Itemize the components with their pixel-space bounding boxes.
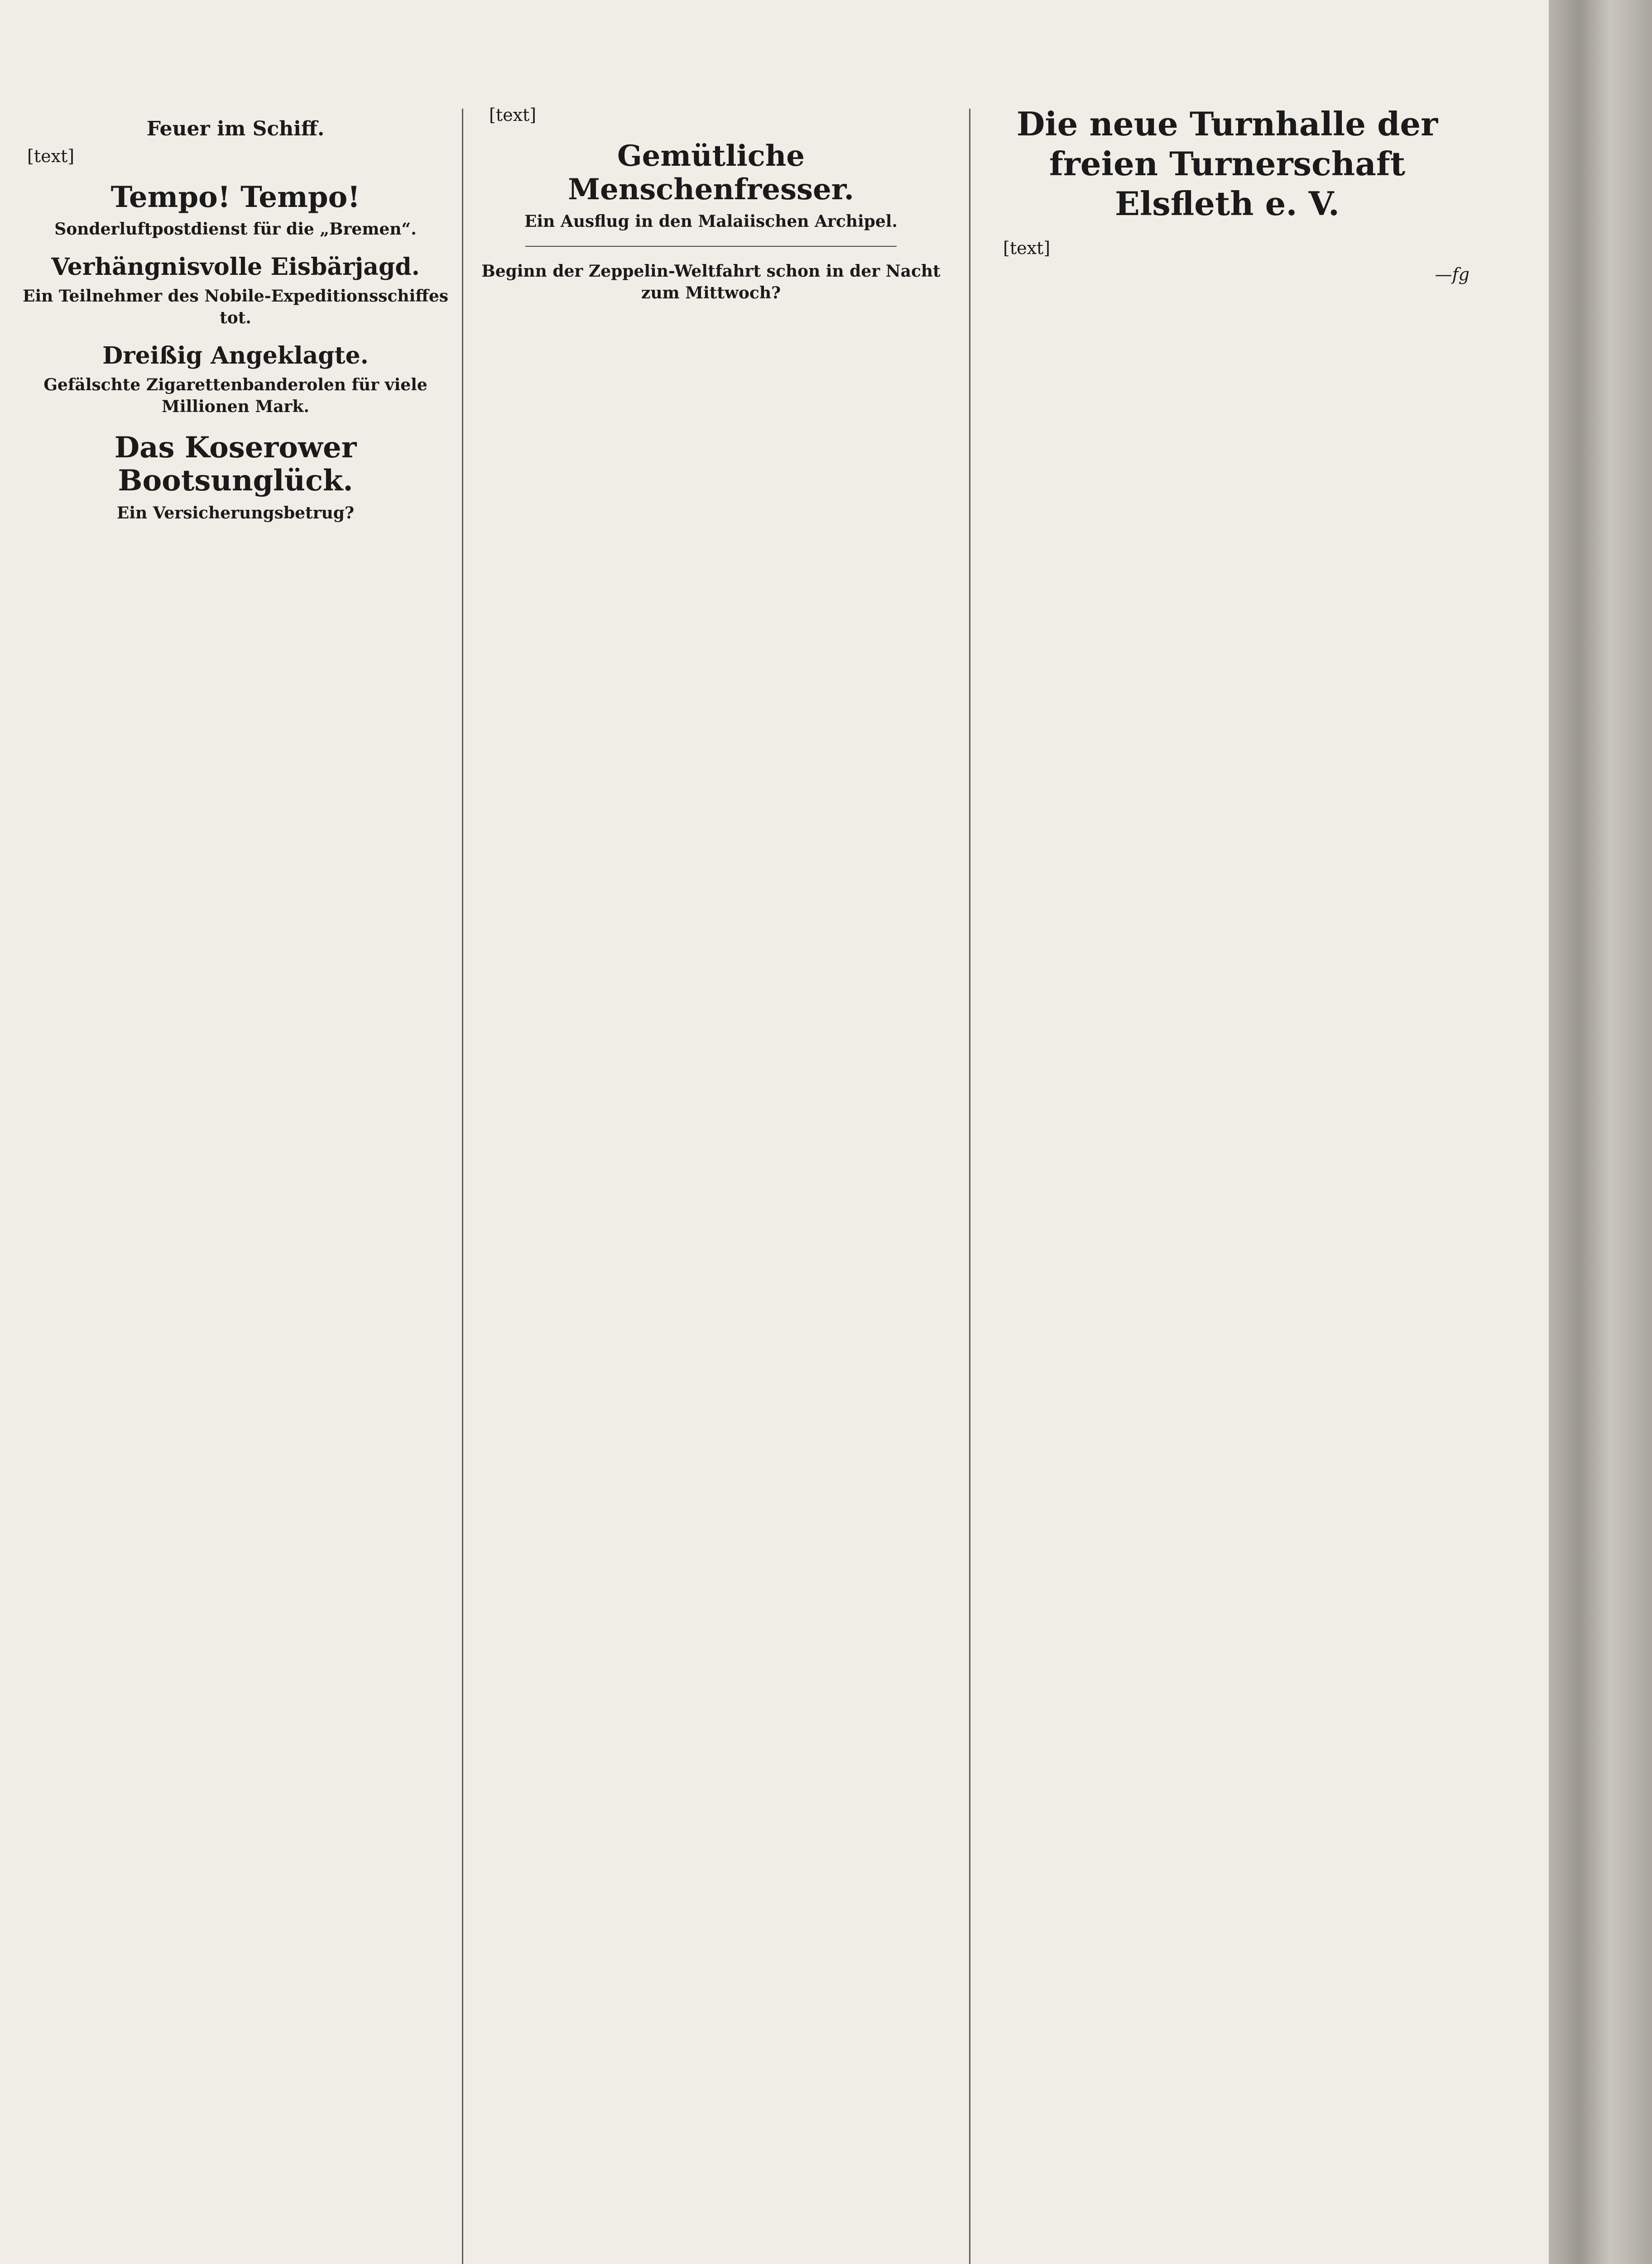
subheading-eisbaerjagd: Ein Teilnehmer des Nobile-Expeditionsschiffes tot. [23,286,448,327]
heading-koserower-bootsunglueck: Das Koserower Bootsunglück. [114,430,357,498]
column-right [985,104,1470,2264]
heading-eisbaerjagd: Verhängnisvolle Eisbärjagd. [51,253,420,281]
paragraph: [text] [27,146,75,166]
heading-gemuetliche-menschenfresser: Gemütliche Menschenfresser. [568,139,854,206]
subheading-gemuetliche: Ein Ausflug in den Malaiischen Archipel. [524,212,898,231]
article-title-turnhalle: Die neue Turnhalle der freien Turnerschaft Elsfleth e. V. [1016,105,1438,223]
heading-tempo: Tempo! Tempo! [110,180,360,214]
author-signature: —fg [1435,264,1470,284]
column-rule [969,109,970,2264]
subheading-tempo: Sonderluftpostdienst für die „Bremen“. [54,220,417,239]
subheading-dreissig: Gefälschte Zigarettenbanderolen für viele Millionen Mark. [43,375,427,416]
heading-feuer: Feuer im Schiff. [146,117,325,140]
column-rule [462,109,463,2264]
paragraph: [text] [1003,238,1051,258]
column-middle [471,104,951,2264]
heading-zeppelin: Beginn der Zeppelin-Weltfahrt schon in der Nacht zum Mittwoch? [481,262,941,303]
subheading-koserow: Ein Versicherungsbetrug? [116,503,355,523]
heading-dreissig-angeklagte: Dreißig Angeklagte. [102,341,369,369]
page-edge-binding [1549,0,1652,2264]
separator-line [525,246,897,247]
column-left [0,104,462,2264]
paragraph: [text] [489,105,537,125]
